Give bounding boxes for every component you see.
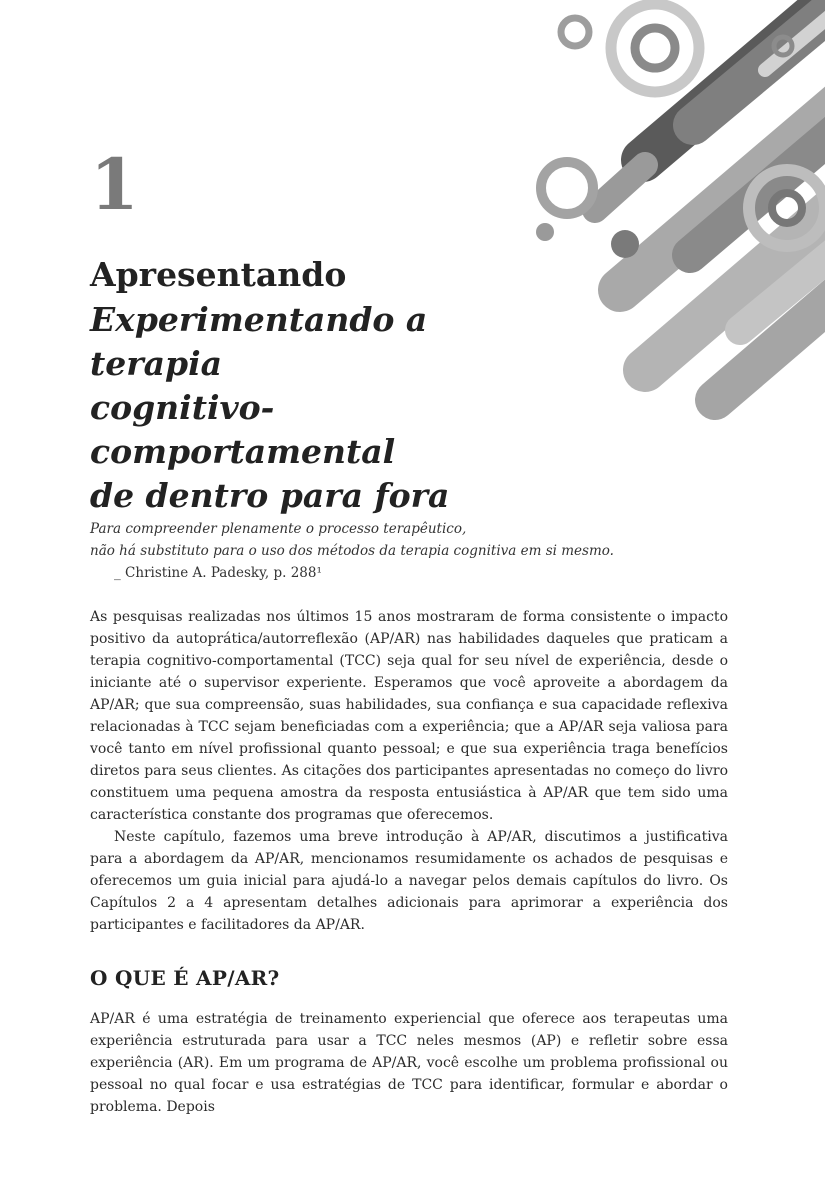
body-paragraph: Neste capítulo, fazemos uma breve introdução à AP/AR, discutimos a justificativa para a abordagem da AP/AR, mencionamos resumidamente os achados de pesquisas e oferecemos um guia inicial para ajudá-lo a navegar pelos demais capítulos do livro. Os Capítulos 2 a 4 apresentam detalhes adicionais para aprimorar a experiência dos participantes e facilitadores da AP/AR. <box>90 829 728 933</box>
section-heading: O QUE É AP/AR? <box>90 966 280 990</box>
deco-ring <box>772 193 802 223</box>
epigraph-line: Para compreender plenamente o processo terapêutico, <box>90 521 467 537</box>
deco-bar <box>595 165 645 210</box>
body-paragraph: AP/AR é uma estratégia de treinamento experiencial que oferece aos terapeutas uma experiência estruturada para usar a TCC neles mesmos (AP) e refletir sobre essa experiência (AR). Em um programa de AP/AR, você escolhe um problema profissional ou pessoal no qual focar e usa estratégias de TCC para identificar, formular e abordar o problema. Depois <box>90 1011 728 1115</box>
epigraph <box>90 518 740 584</box>
chapter-title: Apresentando <box>90 255 347 294</box>
section-body <box>90 1008 728 1118</box>
deco-ring <box>541 162 593 214</box>
deco-dot <box>611 230 639 258</box>
deco-dot <box>536 223 554 241</box>
decorative-graphic <box>525 0 825 420</box>
chapter-subtitle-line: Experimentando a terapia <box>90 300 428 383</box>
chapter-subtitle-line: cognitivo-comportamental <box>90 388 396 471</box>
deco-ring <box>635 28 675 68</box>
chapter-subtitle-line: de dentro para fora <box>90 476 450 515</box>
body-paragraph: As pesquisas realizadas nos últimos 15 anos mostraram de forma consistente o impacto positivo da autoprática/autorreflexão (AP/AR) nas habilidades daqueles que praticam a terapia cognitivo-comportamental (TCC) seja qual for seu nível de experiência, desde o iniciante até o supervisor experiente. Esperamos que você aproveite a abordagem da AP/AR; que sua compreensão, suas habilidades, sua confiança e sua capacidade reflexiva relacionadas à TCC sejam beneficiadas com a experiência; que a AP/AR seja valiosa para você tanto em nível profissional quanto pessoal; e que sua experiência traga benefícios diretos para seus clientes. As citações dos participantes apresentadas no começo do livro constituem uma pequena amostra da resposta entusiástica à AP/AR que tem sido uma característica constante dos programas que oferecemos. <box>90 609 728 823</box>
deco-ring <box>611 4 699 92</box>
deco-ring <box>561 18 589 46</box>
epigraph-attribution: _ Christine A. Padesky, p. 288¹ <box>114 565 322 581</box>
epigraph-line: não há substituto para o uso dos métodos da terapia cognitiva em si mesmo. <box>90 543 614 559</box>
chapter-number: 1 <box>90 143 139 226</box>
chapter-title-block <box>90 252 560 518</box>
intro-body <box>90 606 728 936</box>
